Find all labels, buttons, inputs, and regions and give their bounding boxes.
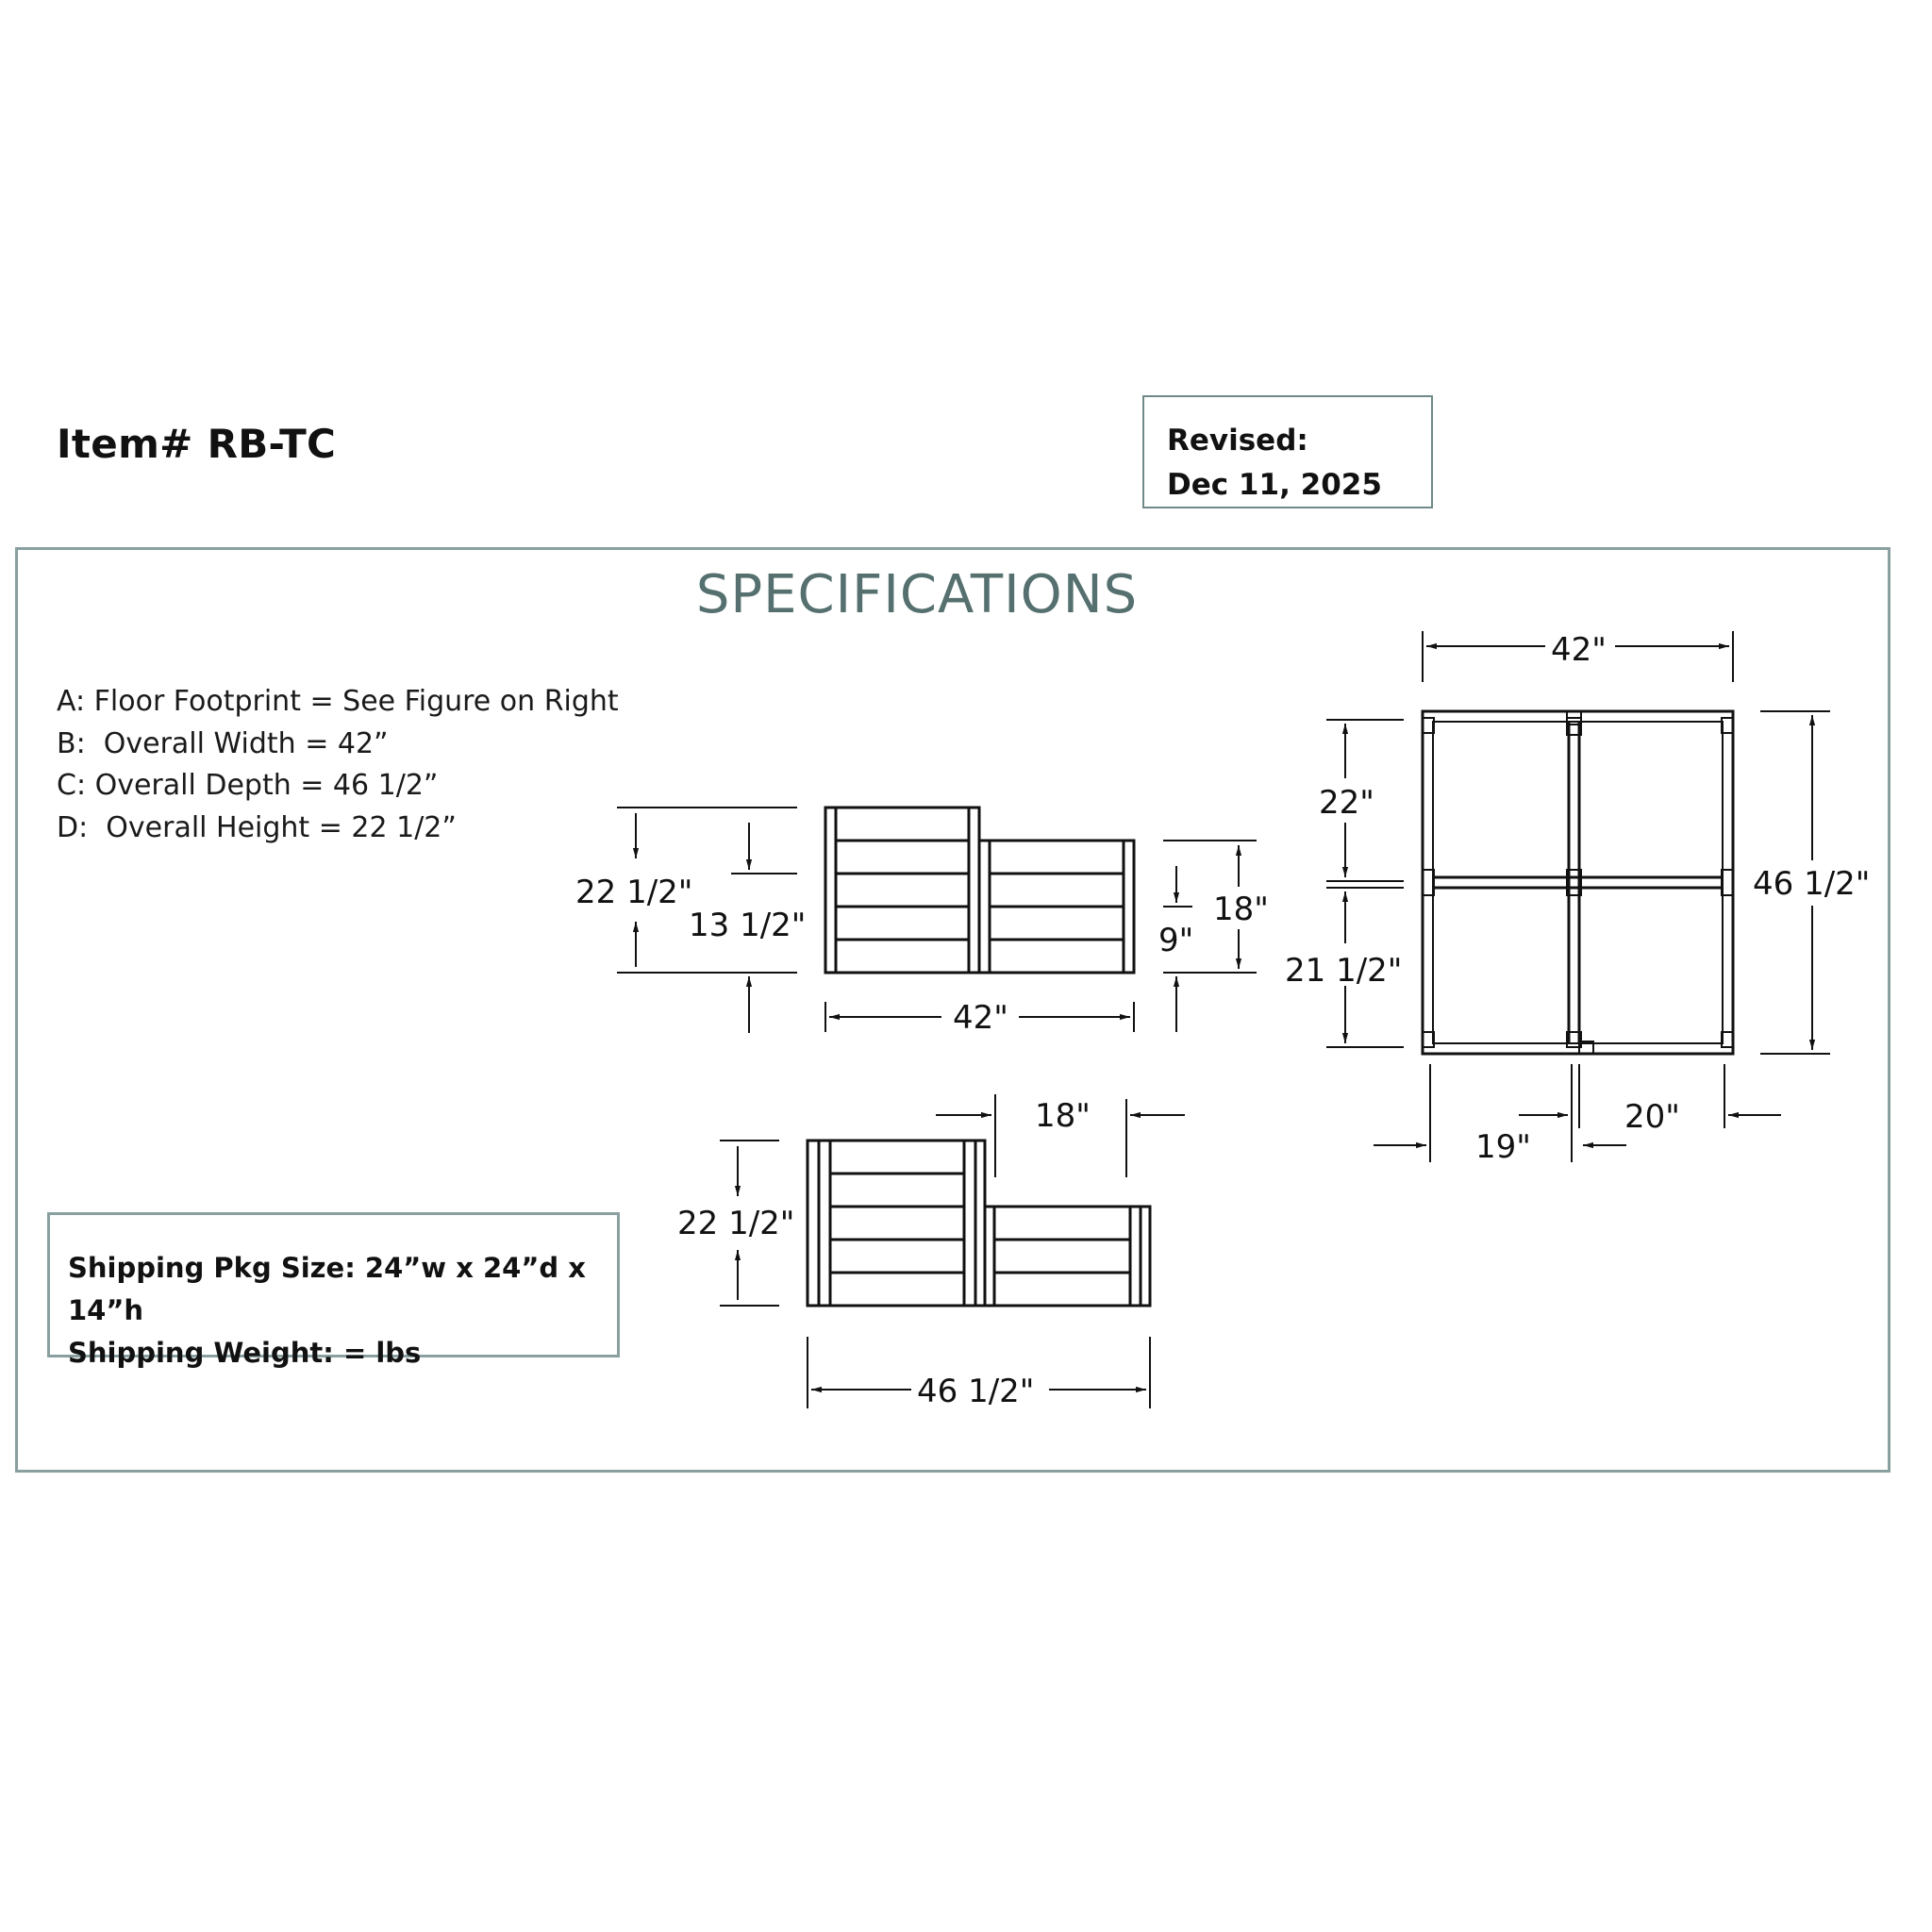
top-right-cell-label: 20" [1624,1098,1680,1136]
front-height-overall-label: 22 1/2" [575,874,693,911]
shipping-size: Shipping Pkg Size: 24”w x 24”d x 14”h [68,1252,586,1326]
front-elevation-labels [575,874,1269,1037]
side-height-label: 22 1/2" [677,1205,795,1242]
front-width-label: 42" [953,999,1008,1037]
front-height-low-label: 18" [1213,891,1269,928]
revised-date: Dec 11, 2025 [1167,468,1382,502]
top-upper-cell-label: 22" [1319,784,1374,822]
shipping-weight: Shipping Weight: = lbs [68,1337,422,1369]
side-elevation-labels [677,1097,1091,1410]
specifications-title: SPECIFICATIONS [695,564,1139,625]
front-height-rise-label: 9" [1158,922,1194,959]
side-step-depth-label: 18" [1035,1097,1091,1135]
top-left-cell-label: 19" [1475,1128,1531,1166]
spec-item-height: D: Overall Height = 22 1/2” [57,810,457,844]
item-number: Item# RB-TC [57,421,337,467]
spec-item-width: B: Overall Width = 42” [57,726,389,760]
top-lower-cell-label: 21 1/2" [1285,952,1403,990]
revised-label: Revised: [1167,424,1308,458]
spec-item-depth: C: Overall Depth = 46 1/2” [57,769,439,802]
top-width-label: 42" [1551,631,1607,669]
side-depth-label: 46 1/2" [917,1373,1035,1410]
top-depth-label: 46 1/2" [1753,865,1871,903]
side-elevation-drawing [720,1094,1185,1408]
front-height-step-label: 13 1/2" [689,907,807,944]
spec-item-footprint: A: Floor Footprint = See Figure on Right [57,685,619,718]
